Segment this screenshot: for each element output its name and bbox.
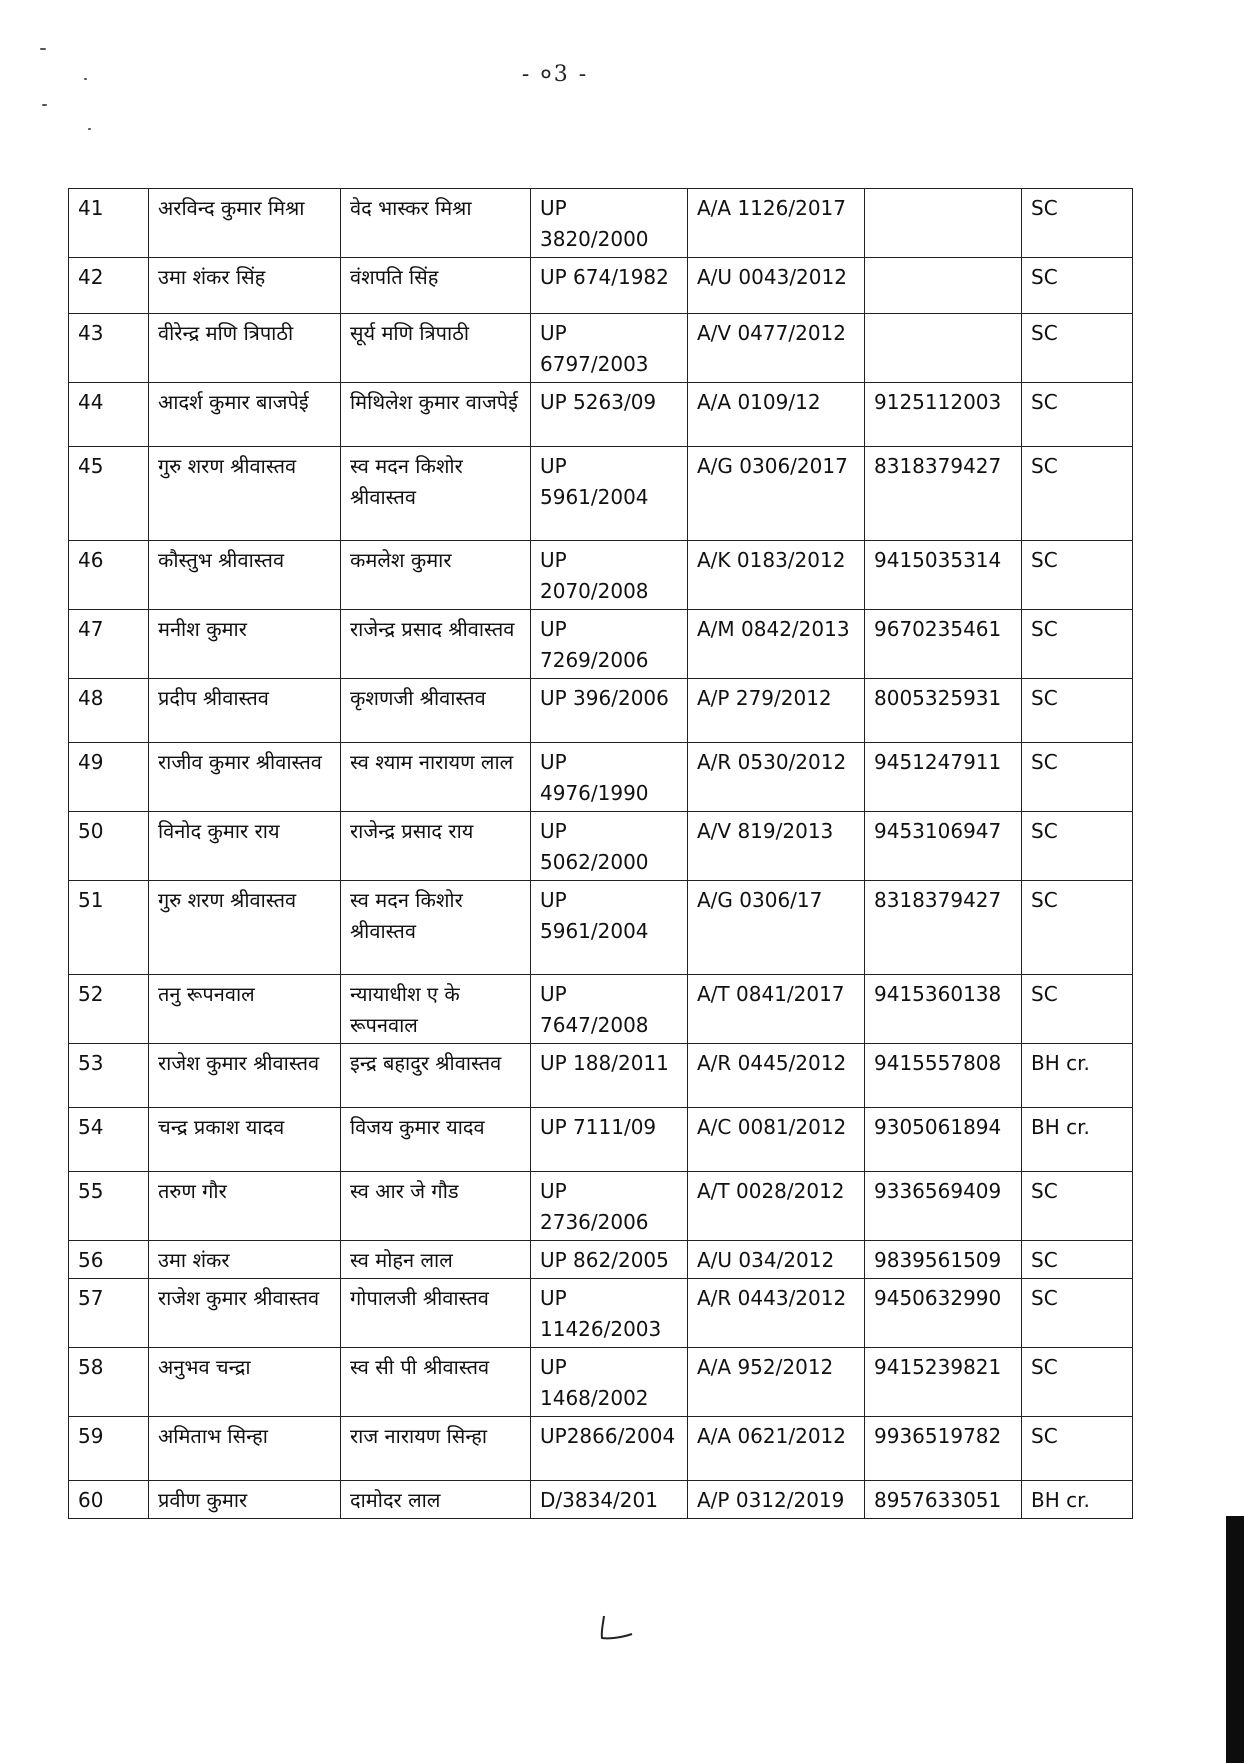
category-cell: SC <box>1022 610 1133 679</box>
mobile-cell: 9305061894 <box>865 1108 1022 1172</box>
father-name-cell: स्व मदन किशोर श्रीवास्तव <box>341 881 531 975</box>
registration-cell: UP 1468/2002 <box>531 1348 688 1417</box>
serial-cell: 48 <box>69 679 149 743</box>
reference-cell: A/U 034/2012 <box>688 1241 865 1279</box>
name-cell: प्रवीण कुमार <box>149 1481 341 1519</box>
mobile-cell: 9415557808 <box>865 1044 1022 1108</box>
serial-cell: 41 <box>69 189 149 258</box>
name-cell: अनुभव चन्द्रा <box>149 1348 341 1417</box>
category-cell: SC <box>1022 1172 1133 1241</box>
reference-cell: A/C 0081/2012 <box>688 1108 865 1172</box>
father-name-cell: स्व श्याम नारायण लाल <box>341 743 531 812</box>
scan-speck <box>40 48 46 50</box>
father-name-cell: न्यायाधीश ए के रूपनवाल <box>341 975 531 1044</box>
mobile-cell: 8318379427 <box>865 447 1022 541</box>
reference-cell: A/A 952/2012 <box>688 1348 865 1417</box>
mobile-cell: 9415360138 <box>865 975 1022 1044</box>
reference-cell: A/G 0306/2017 <box>688 447 865 541</box>
father-name-cell: वेद भास्कर मिश्रा <box>341 189 531 258</box>
table-row <box>69 1348 1133 1417</box>
category-cell: SC <box>1022 975 1133 1044</box>
category-cell: SC <box>1022 1417 1133 1481</box>
category-cell: BH cr. <box>1022 1108 1133 1172</box>
registration-cell: UP 2070/2008 <box>531 541 688 610</box>
father-name-cell: इन्द्र बहादुर श्रीवास्तव <box>341 1044 531 1108</box>
registration-cell: UP 3820/2000 <box>531 189 688 258</box>
table-row <box>69 1417 1133 1481</box>
mobile-cell: 9451247911 <box>865 743 1022 812</box>
serial-cell: 54 <box>69 1108 149 1172</box>
father-name-cell: स्व आर जे गौड <box>341 1172 531 1241</box>
reference-cell: A/P 0312/2019 <box>688 1481 865 1519</box>
table-row <box>69 881 1133 975</box>
table-row <box>69 610 1133 679</box>
reference-cell: A/P 279/2012 <box>688 679 865 743</box>
reference-cell: A/G 0306/17 <box>688 881 865 975</box>
serial-cell: 42 <box>69 258 149 314</box>
name-cell: राजीव कुमार श्रीवास्तव <box>149 743 341 812</box>
name-cell: विनोद कुमार राय <box>149 812 341 881</box>
name-cell: अरविन्द कुमार मिश्रा <box>149 189 341 258</box>
name-cell: कौस्तुभ श्रीवास्तव <box>149 541 341 610</box>
name-cell: राजेश कुमार श्रीवास्तव <box>149 1279 341 1348</box>
table-row <box>69 679 1133 743</box>
table-row <box>69 812 1133 881</box>
father-name-cell: स्व मदन किशोर श्रीवास्तव <box>341 447 531 541</box>
serial-cell: 55 <box>69 1172 149 1241</box>
registration-cell: UP 5062/2000 <box>531 812 688 881</box>
table-row <box>69 258 1133 314</box>
registration-cell: UP2866/2004 <box>531 1417 688 1481</box>
reference-cell: A/R 0445/2012 <box>688 1044 865 1108</box>
table-row <box>69 447 1133 541</box>
father-name-cell: मिथिलेश कुमार वाजपेई <box>341 383 531 447</box>
table-row <box>69 743 1133 812</box>
category-cell: BH cr. <box>1022 1044 1133 1108</box>
mobile-cell: 9450632990 <box>865 1279 1022 1348</box>
father-name-cell: कृशणजी श्रीवास्तव <box>341 679 531 743</box>
category-cell: SC <box>1022 314 1133 383</box>
initial-mark <box>598 1614 638 1644</box>
registration-cell: UP 7647/2008 <box>531 975 688 1044</box>
category-cell: SC <box>1022 189 1133 258</box>
registration-cell: UP 4976/1990 <box>531 743 688 812</box>
mobile-cell: 9839561509 <box>865 1241 1022 1279</box>
table-row <box>69 1172 1133 1241</box>
serial-cell: 47 <box>69 610 149 679</box>
scan-speck <box>84 78 87 80</box>
father-name-cell: सूर्य मणि त्रिपाठी <box>341 314 531 383</box>
reference-cell: A/V 819/2013 <box>688 812 865 881</box>
serial-cell: 45 <box>69 447 149 541</box>
category-cell: SC <box>1022 258 1133 314</box>
records-table <box>68 188 1133 1519</box>
father-name-cell: स्व मोहन लाल <box>341 1241 531 1279</box>
father-name-cell: विजय कुमार यादव <box>341 1108 531 1172</box>
name-cell: आदर्श कुमार बाजपेई <box>149 383 341 447</box>
registration-cell: UP 188/2011 <box>531 1044 688 1108</box>
name-cell: राजेश कुमार श्रीवास्तव <box>149 1044 341 1108</box>
category-cell: SC <box>1022 881 1133 975</box>
serial-cell: 58 <box>69 1348 149 1417</box>
name-cell: तनु रूपनवाल <box>149 975 341 1044</box>
serial-cell: 43 <box>69 314 149 383</box>
father-name-cell: गोपालजी श्रीवास्तव <box>341 1279 531 1348</box>
serial-cell: 49 <box>69 743 149 812</box>
registration-cell: UP 5961/2004 <box>531 881 688 975</box>
mobile-cell: 9415035314 <box>865 541 1022 610</box>
father-name-cell: कमलेश कुमार <box>341 541 531 610</box>
mobile-cell: 9336569409 <box>865 1172 1022 1241</box>
mobile-cell: 9415239821 <box>865 1348 1022 1417</box>
table-row <box>69 314 1133 383</box>
reference-cell: A/M 0842/2013 <box>688 610 865 679</box>
serial-cell: 56 <box>69 1241 149 1279</box>
reference-cell: A/U 0043/2012 <box>688 258 865 314</box>
scan-speck <box>42 104 47 106</box>
table-row <box>69 975 1133 1044</box>
category-cell: SC <box>1022 679 1133 743</box>
father-name-cell: राजेन्द्र प्रसाद राय <box>341 812 531 881</box>
table-row <box>69 1241 1133 1279</box>
registration-cell: UP 5961/2004 <box>531 447 688 541</box>
name-cell: गुरु शरण श्रीवास्तव <box>149 447 341 541</box>
registration-cell: UP 7269/2006 <box>531 610 688 679</box>
reference-cell: A/T 0028/2012 <box>688 1172 865 1241</box>
table-row <box>69 189 1133 258</box>
father-name-cell: राजेन्द्र प्रसाद श्रीवास्तव <box>341 610 531 679</box>
serial-cell: 52 <box>69 975 149 1044</box>
serial-cell: 44 <box>69 383 149 447</box>
table-row <box>69 541 1133 610</box>
mobile-cell: 9125112003 <box>865 383 1022 447</box>
mobile-cell <box>865 258 1022 314</box>
registration-cell: UP 2736/2006 <box>531 1172 688 1241</box>
mobile-cell <box>865 314 1022 383</box>
registration-cell: UP 6797/2003 <box>531 314 688 383</box>
records-table-body <box>69 189 1133 1519</box>
father-name-cell: दामोदर लाल <box>341 1481 531 1519</box>
reference-cell: A/A 0109/12 <box>688 383 865 447</box>
serial-cell: 51 <box>69 881 149 975</box>
mobile-cell <box>865 189 1022 258</box>
reference-cell: A/K 0183/2012 <box>688 541 865 610</box>
name-cell: मनीश कुमार <box>149 610 341 679</box>
category-cell: SC <box>1022 383 1133 447</box>
mobile-cell: 9670235461 <box>865 610 1022 679</box>
serial-cell: 53 <box>69 1044 149 1108</box>
name-cell: गुरु शरण श्रीवास्तव <box>149 881 341 975</box>
category-cell: SC <box>1022 1241 1133 1279</box>
reference-cell: A/A 0621/2012 <box>688 1417 865 1481</box>
category-cell: SC <box>1022 447 1133 541</box>
registration-cell: UP 862/2005 <box>531 1241 688 1279</box>
father-name-cell: स्व सी पी श्रीवास्तव <box>341 1348 531 1417</box>
reference-cell: A/V 0477/2012 <box>688 314 865 383</box>
category-cell: BH cr. <box>1022 1481 1133 1519</box>
reference-cell: A/R 0530/2012 <box>688 743 865 812</box>
category-cell: SC <box>1022 541 1133 610</box>
name-cell: प्रदीप श्रीवास्तव <box>149 679 341 743</box>
category-cell: SC <box>1022 743 1133 812</box>
father-name-cell: वंशपति सिंह <box>341 258 531 314</box>
scan-edge-bar <box>1226 1516 1244 1763</box>
serial-cell: 59 <box>69 1417 149 1481</box>
table-row <box>69 1044 1133 1108</box>
registration-cell: UP 5263/09 <box>531 383 688 447</box>
registration-cell: UP 7111/09 <box>531 1108 688 1172</box>
name-cell: अमिताभ सिन्हा <box>149 1417 341 1481</box>
serial-cell: 50 <box>69 812 149 881</box>
table-row <box>69 383 1133 447</box>
name-cell: चन्द्र प्रकाश यादव <box>149 1108 341 1172</box>
name-cell: उमा शंकर सिंह <box>149 258 341 314</box>
table-row <box>69 1481 1133 1519</box>
category-cell: SC <box>1022 1348 1133 1417</box>
mobile-cell: 8005325931 <box>865 679 1022 743</box>
name-cell: तरुण गौर <box>149 1172 341 1241</box>
registration-cell: D/3834/201 <box>531 1481 688 1519</box>
mobile-cell: 9936519782 <box>865 1417 1022 1481</box>
reference-cell: A/R 0443/2012 <box>688 1279 865 1348</box>
registration-cell: UP 11426/2003 <box>531 1279 688 1348</box>
category-cell: SC <box>1022 1279 1133 1348</box>
registration-cell: UP 396/2006 <box>531 679 688 743</box>
mobile-cell: 8318379427 <box>865 881 1022 975</box>
mobile-cell: 8957633051 <box>865 1481 1022 1519</box>
page-number: - ०3 - <box>521 62 589 87</box>
mobile-cell: 9453106947 <box>865 812 1022 881</box>
table-row <box>69 1279 1133 1348</box>
category-cell: SC <box>1022 812 1133 881</box>
registration-cell: UP 674/1982 <box>531 258 688 314</box>
father-name-cell: राज नारायण सिन्हा <box>341 1417 531 1481</box>
serial-cell: 60 <box>69 1481 149 1519</box>
name-cell: वीरेन्द्र मणि त्रिपाठी <box>149 314 341 383</box>
serial-cell: 46 <box>69 541 149 610</box>
reference-cell: A/T 0841/2017 <box>688 975 865 1044</box>
serial-cell: 57 <box>69 1279 149 1348</box>
reference-cell: A/A 1126/2017 <box>688 189 865 258</box>
scan-speck <box>88 128 91 130</box>
name-cell: उमा शंकर <box>149 1241 341 1279</box>
table-row <box>69 1108 1133 1172</box>
